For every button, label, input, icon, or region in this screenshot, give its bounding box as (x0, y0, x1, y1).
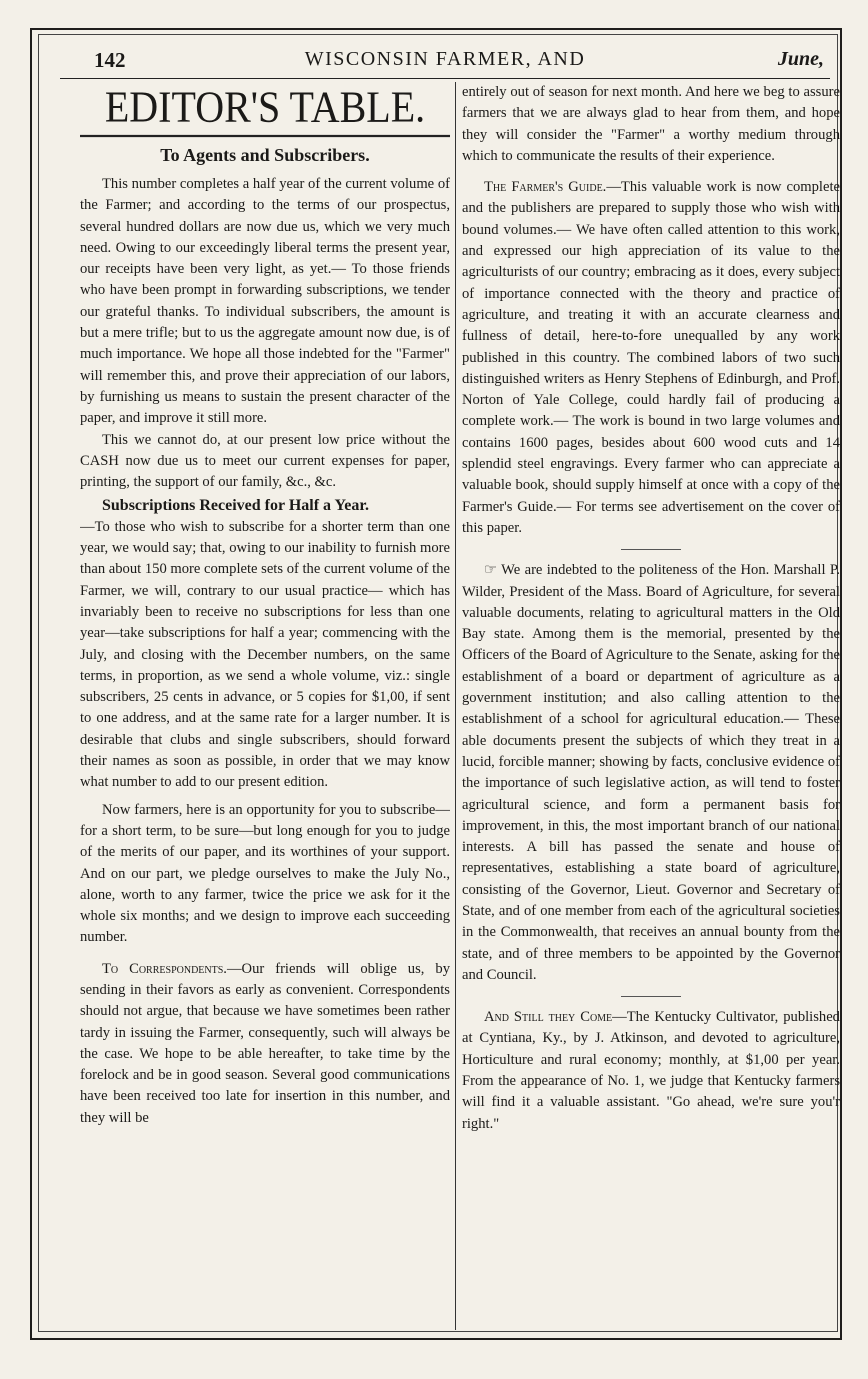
column-divider (455, 82, 456, 1330)
correspondents-paragraph (80, 959, 450, 1129)
agents-paragraph-2: This we cannot do, at our present low price without the CASH now due us to meet our current expenses for paper, printing, the support of our family, &c., &c. (80, 431, 450, 491)
correspondents-text: —Our friends will oblige us, by sending in their favors as early as convenient. Correspondents should not argue, that because we have sometimes been rather tardy in issuing the Farmer, consequently, such will always be the case. We hope to be able hereafter, to take time by the forelock and be in good season. Several good communications have been received too late for insertion in this number, and they will be (80, 960, 450, 1126)
section-title: EDITOR'S TABLE. (80, 82, 450, 137)
left-column (80, 82, 450, 1331)
separator-rule-2 (621, 996, 681, 997)
issue-month: June, (777, 48, 824, 70)
kentucky-text: —The Kentucky Cultivator, published at Cyntiana, Ky., by J. Atkinson, and devoted to agriculture, Horticulture and rural economy; monthly, at $1,00 per year. From the appearance of No. 1, we judge that Kentucky farmers will find it a valuable assistant. "Go ahead, we're sure you'r right." (462, 1009, 840, 1132)
farmers-guide-paragraph (462, 177, 840, 539)
farmers-guide-text: —This valuable work is now complete and the publishers are prepared to supply those who wish with bound volumes.— We have often called attention to this work, and expressed our high appreciation of its value to the agriculturists of our country; embracing as it does, every subject of importance connected with the theory and practice of agriculture, and treating it with an accurate clearness and fullness of detail, here-to-fore unequalled by any work published in this country. The combined labors of two such distinguished writers as Henry Stephens of Edinburgh, and Prof. Norton of Yale College, could hardly fail of producing a complete work.— The work is bound in two large volumes and contains 1600 pages, besides about 600 wood cuts and 14 splendid steel engravings. Every farmer who can appreciate a valuable book, should supply himself at once with a copy of the Farmer's Guide.— For terms see advertisement on the cover of this paper. (462, 179, 840, 536)
separator-rule (621, 549, 681, 550)
journal-title: WISCONSIN FARMER, AND (304, 48, 586, 70)
continued-paragraph: entirely out of season for next month. And here we beg to assure farmers that we are always glad to hear from them, and hope they will consider the "Farmer" a worthy medium through which to communicate the results of their experience. (462, 84, 840, 164)
correspondents-heading: To Correspondents. (102, 960, 227, 977)
agents-paragraph-1: This number completes a half year of the current volume of the Farmer; and according to the terms of our prospectus, several hundred dollars are now due us, which we very much need. Owing to our exceedingly liberal terms the present year, our receipts have been very light, as yet.— To those friends who have been prompt in forwarding subscriptions, we tender our grateful thanks. To individual subscribers, the amount is but a mere trifle; but to us the aggregate amount now due, is of much importance. We hope all those indebted for the "Farmer" will remember this, and prove their appreciation of our labors, by furnishing us means to sustain the present character of the paper, and improve it still more. (80, 176, 450, 427)
pointing-hand-icon: ☞ (484, 562, 498, 579)
wilder-text: We are indebted to the politeness of the Hon. Marshall P. Wilder, President of the Mass. Board of Agriculture, for several valuable documents, relating to agricultural matters in the Old Bay state. Among them is the memorial, presented by the Officers of the Board of Agriculture to the Senate, asking for the establishment of a board or department of agriculture as a government institution; and also calling attention to the establishment of a school for agricultural education.— These able documents present the subjects of which they treat in a lucid, forcible manner; showing by facts, conclusive evidence of the importance of such legislative action, as will tend to foster agricultural science, and form a permanent basis for improvement, in this, the most important branch of our national interests. A bill has passed the senate and house of representatives, establishing a state board of agriculture, consisting of the Governor, Lieut. Governor and Secretary of State, and of one member from each of the agricultural societies in the Commonwealth, that receives an annual bounty from the state, and of three members to be appointed by the Governor and Council. (462, 562, 840, 983)
page-number: 142 (94, 48, 126, 72)
right-column (462, 82, 840, 1331)
farmers-guide-heading: The Farmer's Guide. (484, 179, 607, 196)
kentucky-paragraph (462, 1007, 840, 1135)
wilder-paragraph (462, 560, 840, 986)
still-they-come-heading: And Still they Come (484, 1009, 613, 1026)
farmers-paragraph: Now farmers, here is an opportunity for you to subscribe—for a short term, to be sure—but long enough for you to judge of the merits of our paper, and its worthines of your support. And on our part, we pledge ourselves to make the July No., alone, worth to any farmer, twice the price we ask for it the whole six months; and we design to improve each succeeding number. (80, 801, 450, 946)
page-header (60, 40, 830, 79)
half-year-paragraph: —To those who wish to subscribe for a shorter term than one year, we would say; that, owing to our inability to furnish more than about 150 more complete sets of the current volume of the Farmer, we will, contrary to our usual practice— which has invariably been to receive no subscriptions for less than one year—take subscriptions for half a year; commencing with the July, and closing with the December numbers, on the same terms, in proportion, as we send a whole volume, viz.: single subscribers, 25 cents in advance, or 5 copies for $1,00, if sent to one address, and at the same rate for a larger number. It is desirable that clubs and single subscribers, should forward their names as soon as possible, in order that we may know what number to add to our present edition. (80, 518, 450, 791)
agents-heading: To Agents and Subscribers. (160, 145, 370, 165)
half-year-heading: Subscriptions Received for Half a Year. (102, 497, 369, 515)
